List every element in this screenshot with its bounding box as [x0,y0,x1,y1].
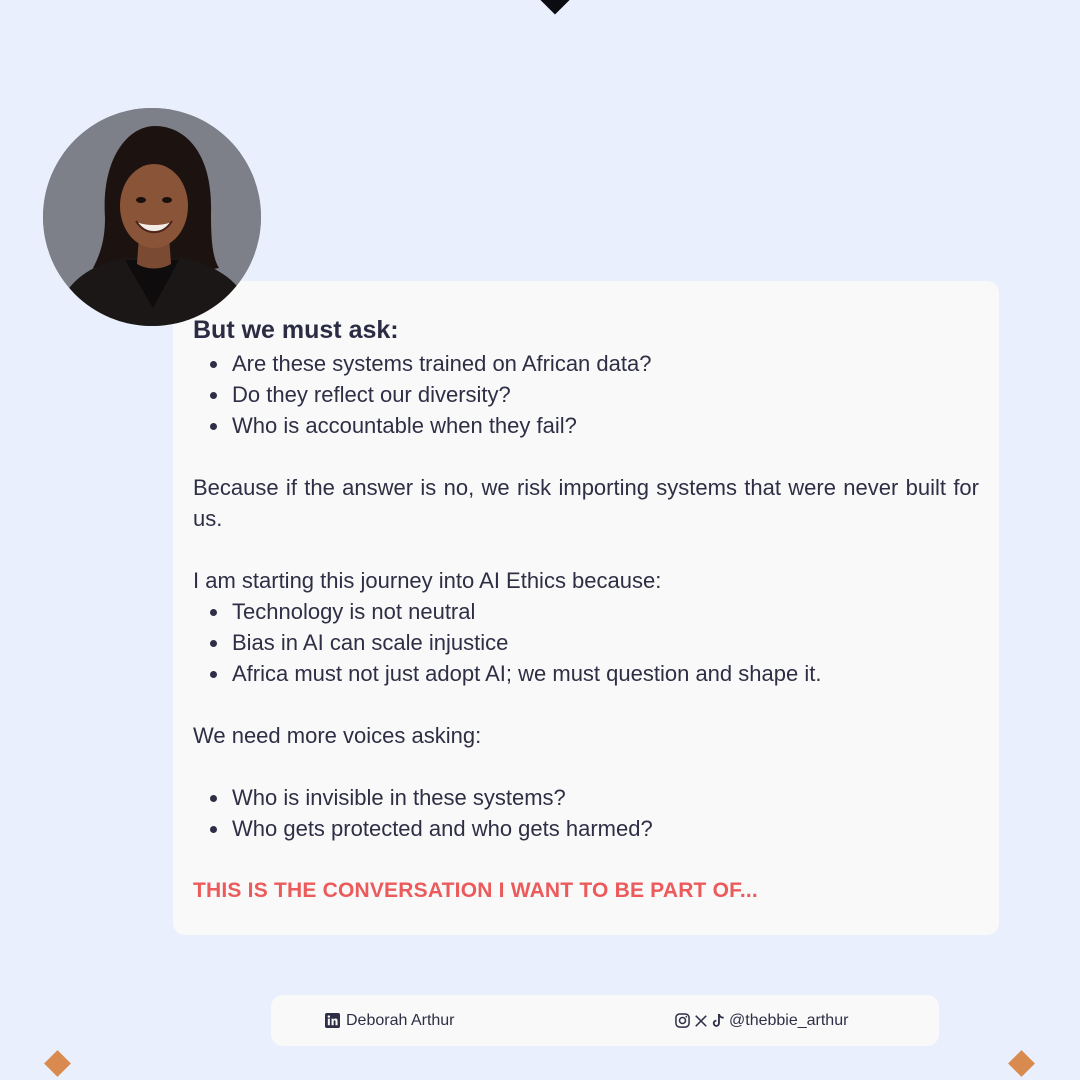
footer-bar [271,995,939,1046]
paragraph-journey: I am starting this journey into AI Ethics because: [193,568,662,593]
tiktok-icon[interactable] [712,1013,725,1028]
heading: But we must ask: [193,316,399,344]
avatar [43,108,261,326]
linkedin-name: Deborah Arthur [346,1011,455,1029]
instagram-icon[interactable] [675,1013,690,1028]
profile-photo [43,108,261,326]
call-to-action: THIS IS THE CONVERSATION I WANT TO BE PART OF... [193,879,758,902]
questions-list [193,348,979,441]
list-item: Who is invisible in these systems? [232,782,979,813]
linkedin-icon [325,1013,340,1028]
list-item: Who is accountable when they fail? [232,410,979,441]
list-item: Bias in AI can scale injustice [232,627,979,658]
linkedin-link[interactable] [325,995,455,1046]
x-icon[interactable] [694,1014,708,1028]
list-item: Technology is not neutral [232,596,979,627]
list-item: Do they reflect our diversity? [232,379,979,410]
paragraph-risk: Because if the answer is no, we risk importing systems that were never built for us. [193,475,979,531]
social-links[interactable] [675,995,848,1046]
reasons-list [193,596,979,689]
list-item: Are these systems trained on African data? [232,348,979,379]
paragraph-voices: We need more voices asking: [193,723,482,748]
top-diamond-decoration [539,0,570,15]
list-item: Africa must not just adopt AI; we must question and shape it. [232,658,979,689]
social-handle: @thebbie_arthur [729,1011,849,1029]
list-item: Who gets protected and who gets harmed? [232,813,979,844]
corner-diamond-right [1008,1050,1035,1077]
post-content [193,312,979,906]
corner-diamond-left [44,1050,71,1077]
asks-list [193,782,979,844]
